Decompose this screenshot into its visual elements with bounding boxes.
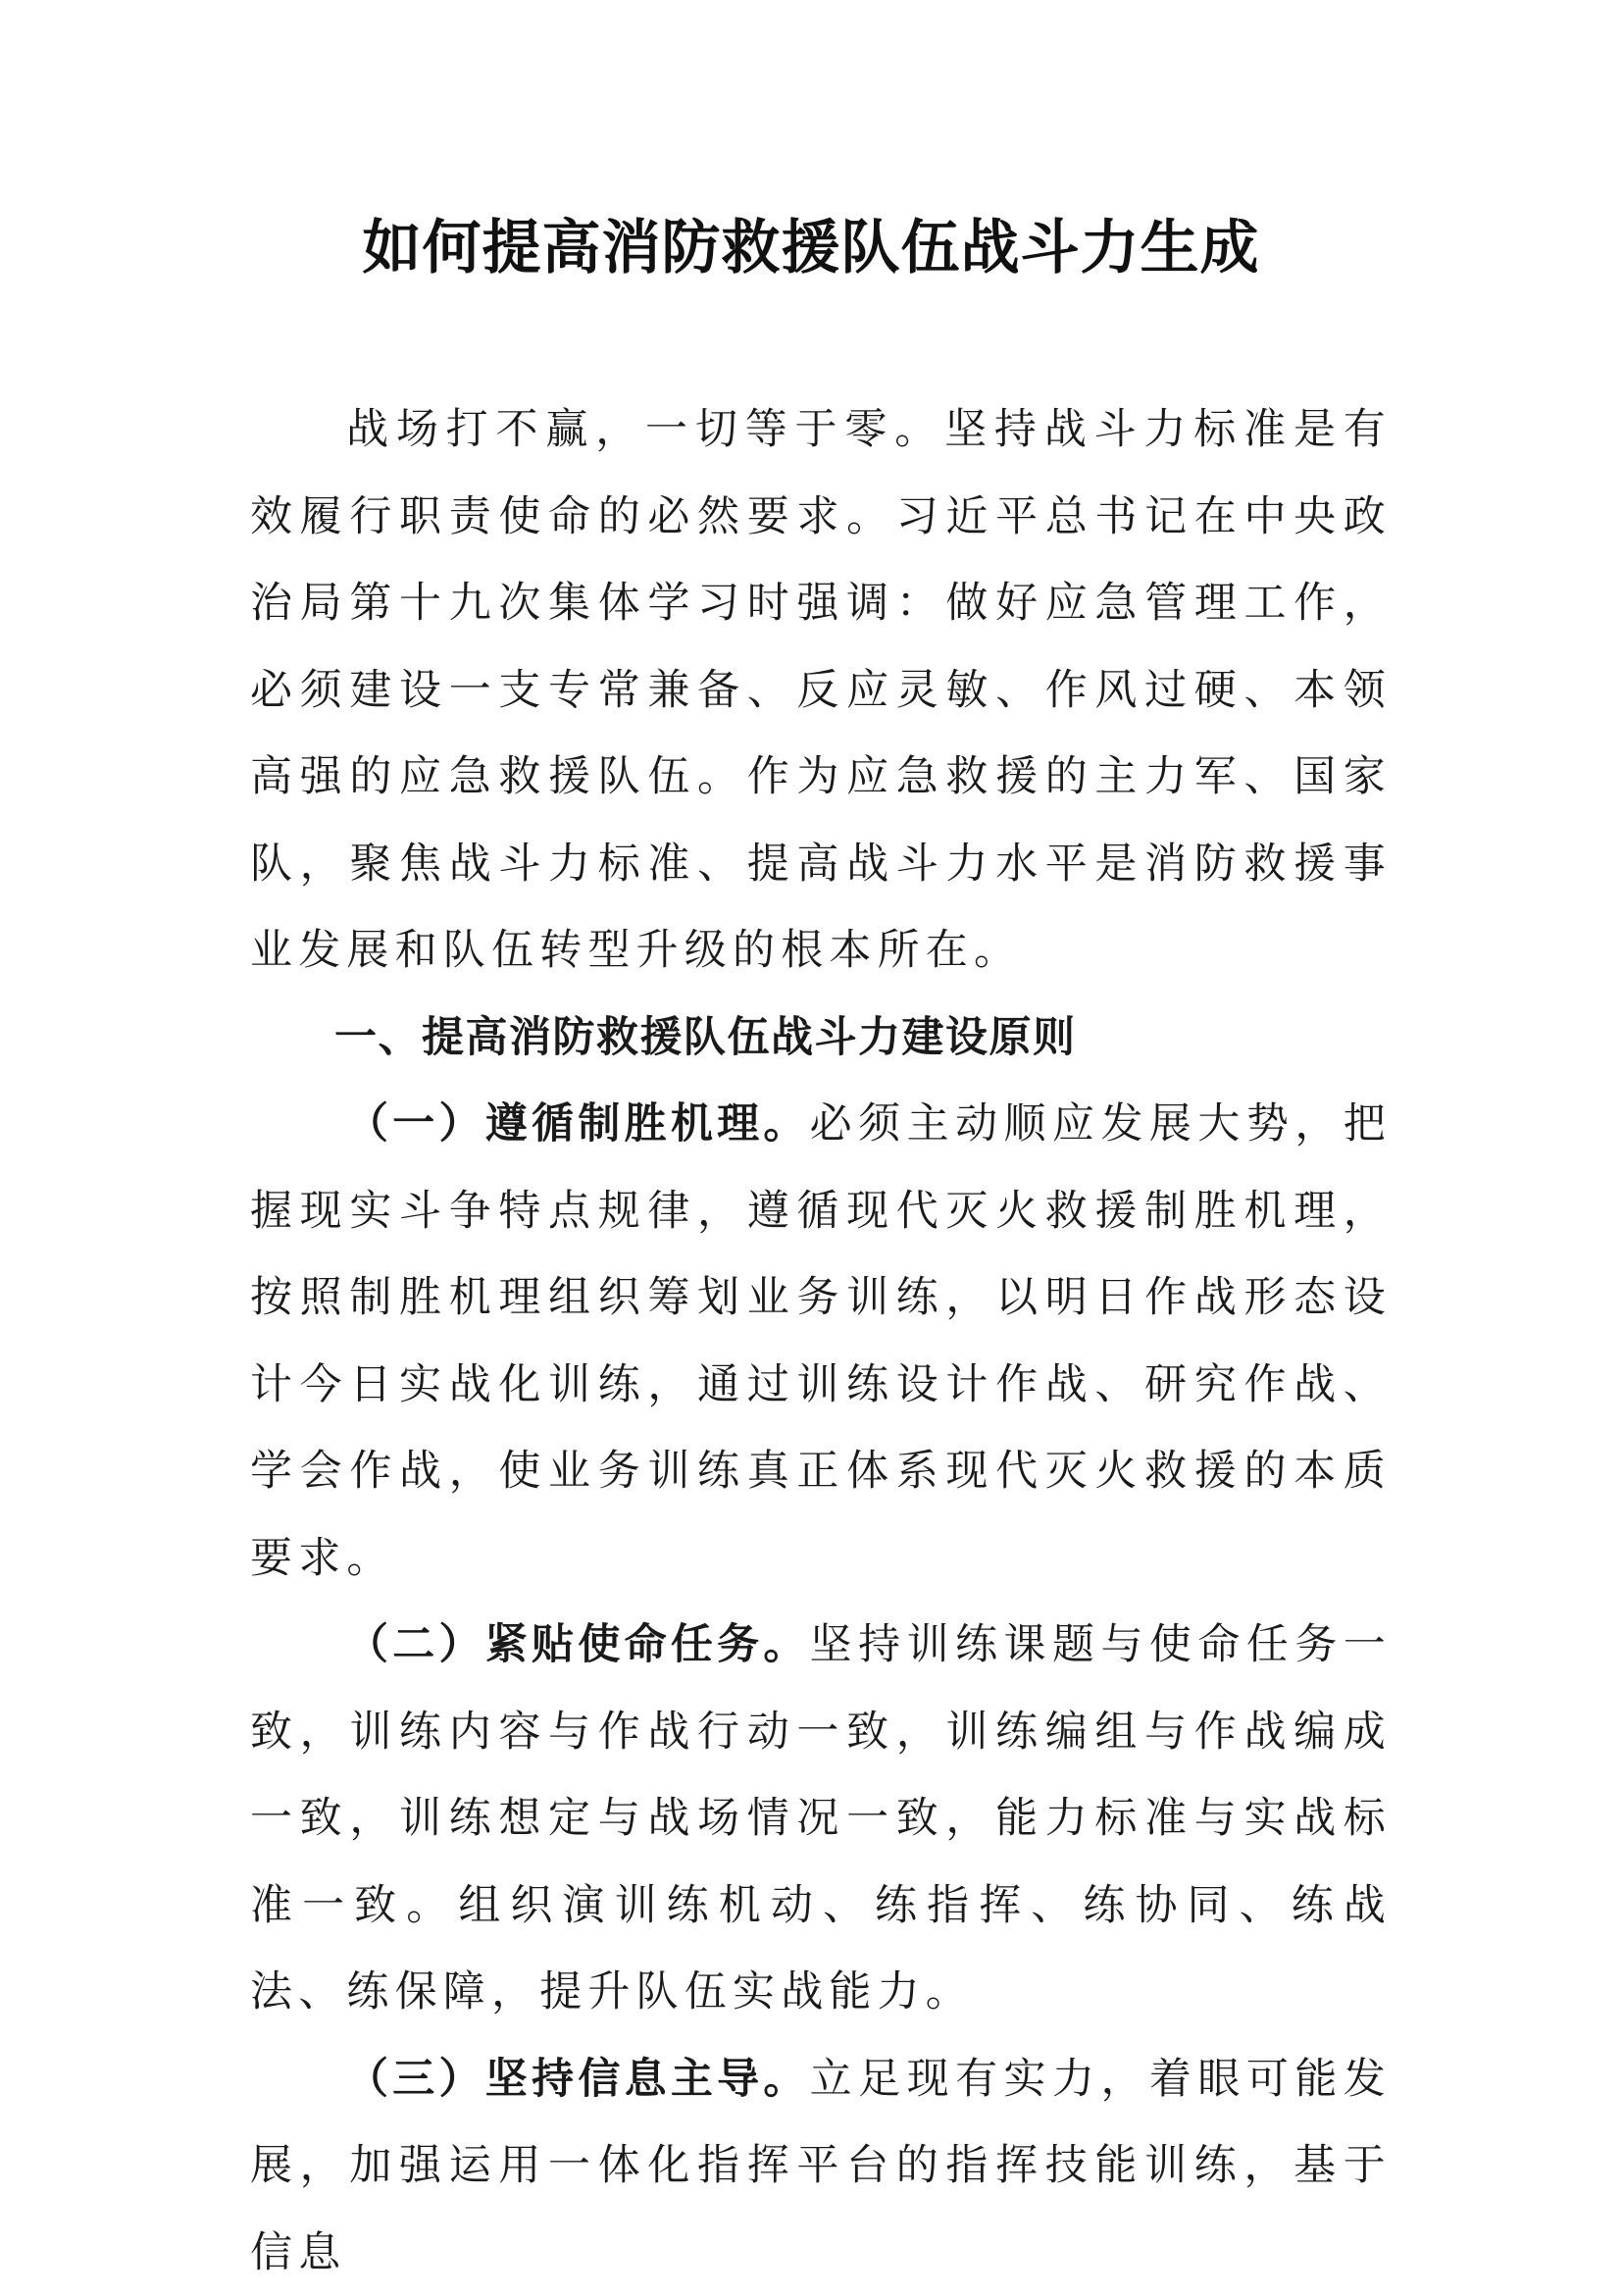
principle-lead-2: （二）紧贴使命任务。 [346, 1620, 810, 1669]
principle-lead-1: （一）遵循制胜机理。 [346, 1099, 810, 1148]
principle-paragraph-3 [250, 2036, 1392, 2296]
document-body [250, 386, 1392, 2296]
principle-text-3: 立足现有实力，着眼可能发展，加强运用一体化指挥平台的指挥技能训练，基于信息 [250, 2055, 1392, 2277]
section-heading: 一、提高消防救援队伍战斗力建设原则 [250, 995, 1392, 1082]
principle-paragraph-2 [250, 1602, 1392, 2036]
intro-paragraph: 战场打不赢，一切等于零。坚持战斗力标准是有效履行职责使命的必然要求。习近平总书记在中央政治局第十九次集体学习时强调：做好应急管理工作，必须建设一支专常兼备、反应灵敏、作风过硬、本领高强的应急救援队伍。作为应急救援的主力军、国家队，聚焦战斗力标准、提高战斗力水平是消防救援事业发展和队伍转型升级的根本所在。 [250, 386, 1392, 995]
principle-text-1: 必须主动顺应发展大势，把握现实斗争特点规律，遵循现代灭火救援制胜机理，按照制胜机理组织筹划业务训练，以明日作战形态设计今日实战化训练，通过训练设计作战、研究作战、学会作战，使业务训练真正体系现代灭火救援的本质要求。 [250, 1099, 1392, 1583]
principle-lead-3: （三）坚持信息主导。 [346, 2055, 810, 2104]
document-title: 如何提高消防救援队伍战斗力生成 [0, 204, 1622, 292]
principle-text-2: 坚持训练课题与使命任务一致，训练内容与作战行动一致，训练编组与作战编成一致，训练想定与战场情况一致，能力标准与实战标准一致。组织演训练机动、练指挥、练协同、练战法、练保障，提升队伍实战能力。 [250, 1620, 1392, 2016]
principle-paragraph-1 [250, 1081, 1392, 1602]
